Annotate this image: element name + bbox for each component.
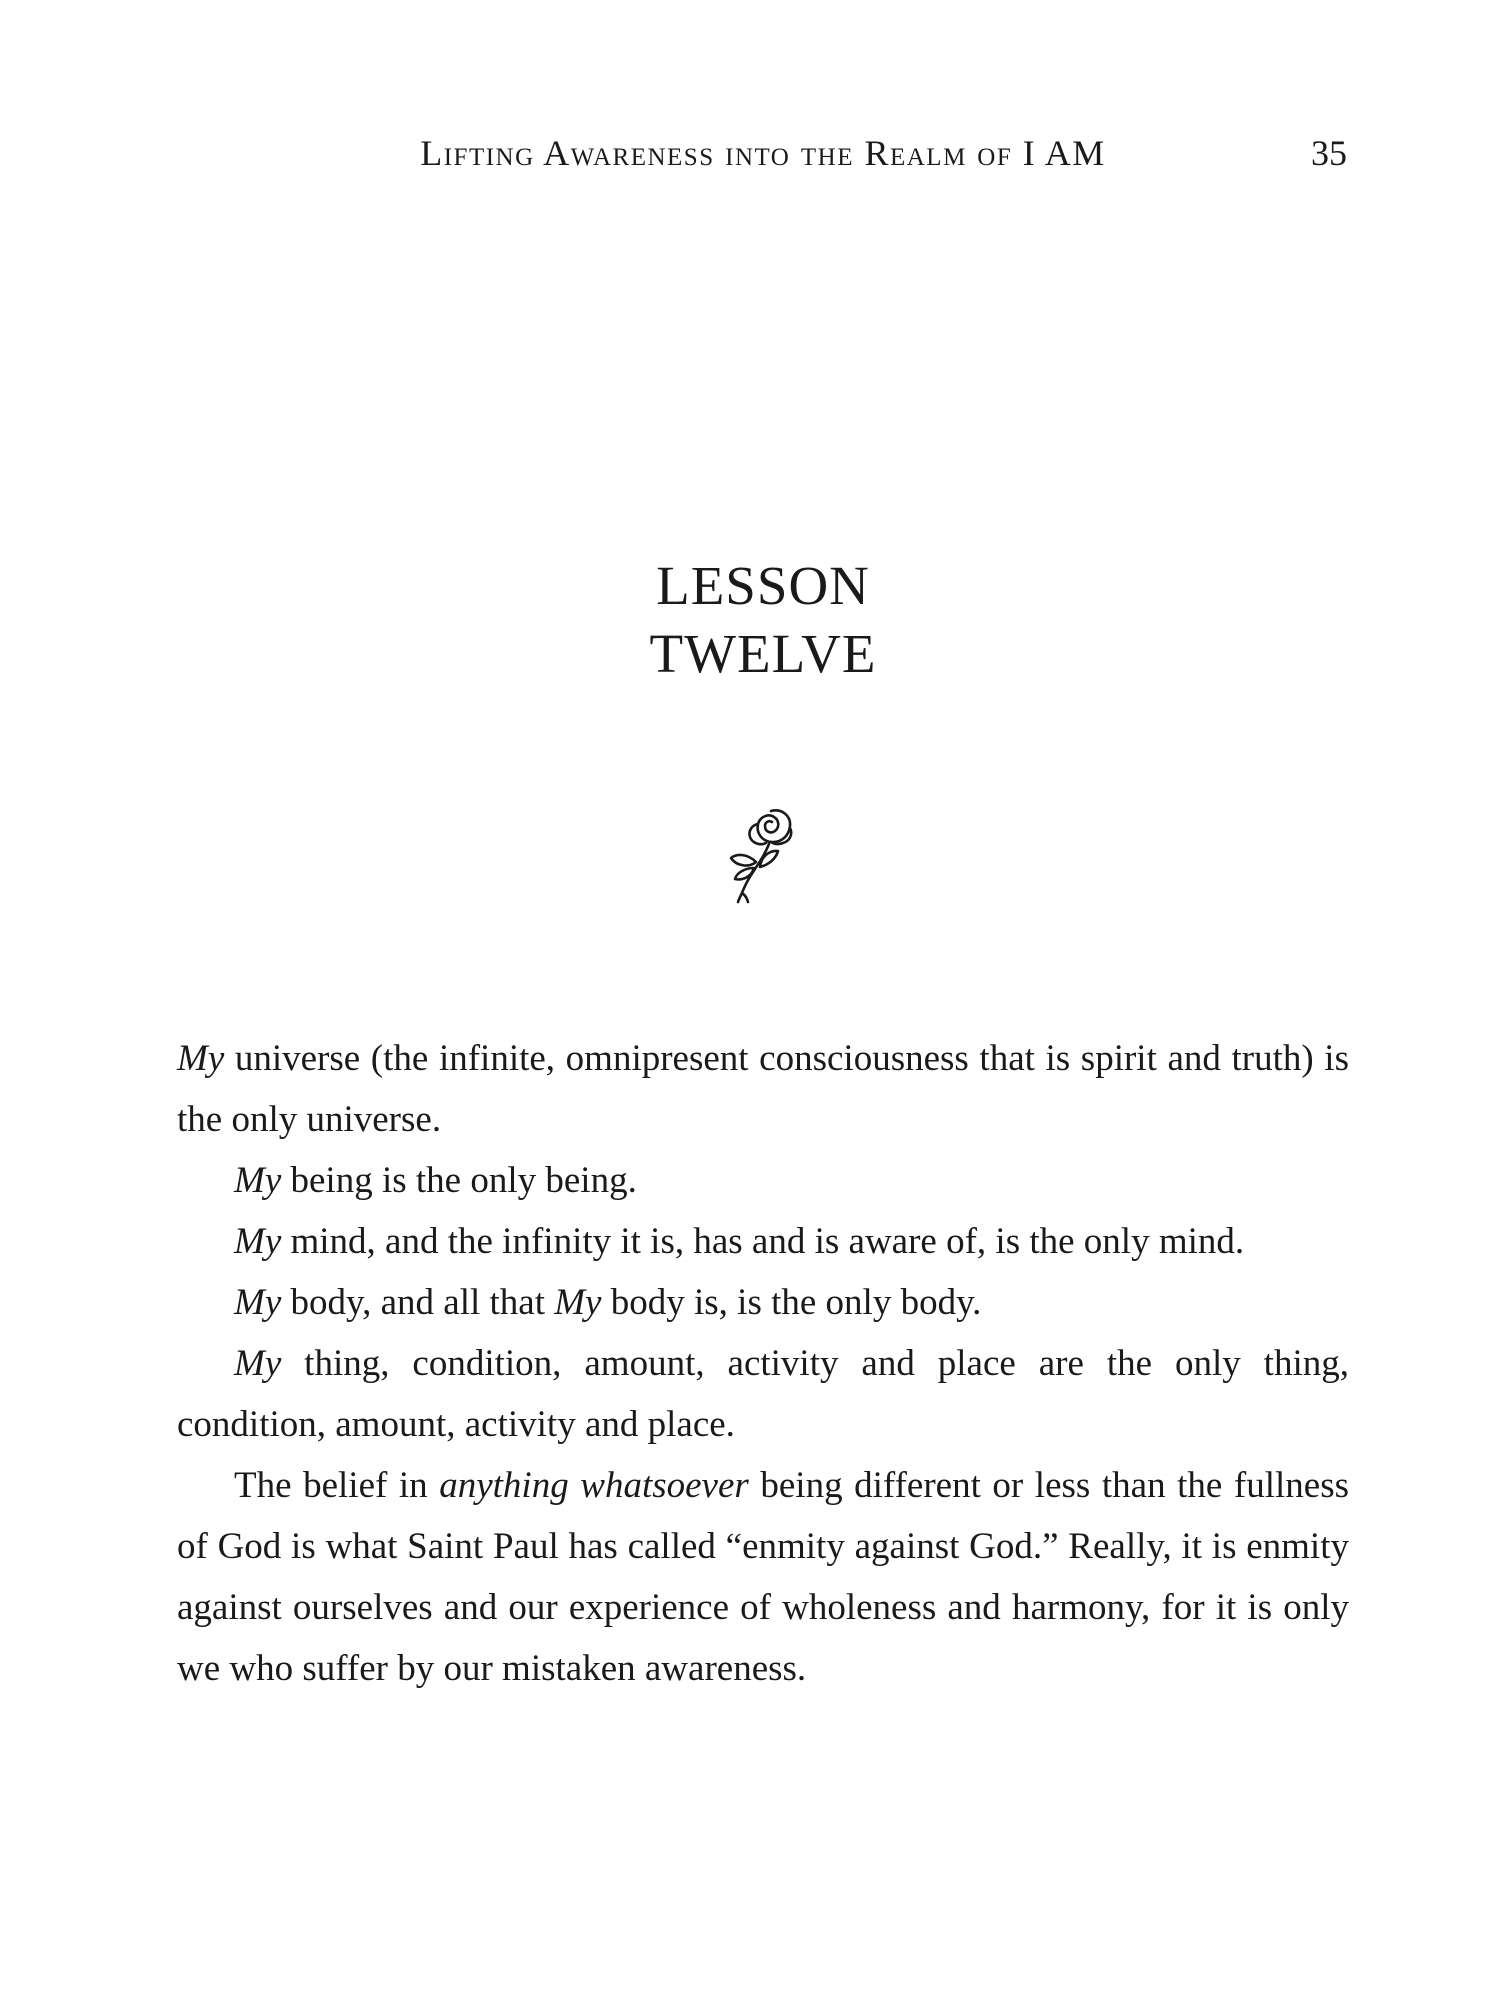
- body-paragraph: [177, 1455, 1349, 1699]
- text-run: body is, is the only body.: [601, 1282, 982, 1323]
- text-run: being different or less than the fullness of God is what Saint Paul has called “enmity against God.” Really, it is enmity against ourselves and our experience of wholeness and harmony, for it is only we who suffer by our mistaken awareness.: [177, 1465, 1349, 1689]
- body-paragraph: [177, 1211, 1349, 1272]
- italic-run: My: [554, 1282, 602, 1323]
- body-paragraph: [177, 1028, 1349, 1150]
- running-header: [177, 134, 1349, 174]
- body-paragraph: [177, 1150, 1349, 1211]
- body-text: [177, 1028, 1349, 1699]
- italic-run: My: [234, 1282, 282, 1323]
- text-run: universe (the infinite, omnipresent consciousness that is spirit and truth) is the only universe.: [177, 1038, 1349, 1140]
- italic-run: My: [234, 1160, 282, 1201]
- running-header-title: Lifting Awareness into the Realm of I AM: [420, 133, 1106, 173]
- text-run: mind, and the infinity it is, has and is aware of, is the only mind.: [281, 1221, 1245, 1262]
- text-run: thing, condition, amount, activity and place are the only thing, condition, amount, activity and place.: [177, 1343, 1349, 1445]
- page-number: 35: [1311, 133, 1347, 173]
- ornament: [177, 806, 1349, 911]
- italic-run: anything whatsoever: [439, 1465, 749, 1506]
- chapter-title: [177, 552, 1349, 688]
- italic-run: My: [177, 1038, 225, 1079]
- rose-icon: [724, 893, 802, 910]
- body-paragraph: [177, 1333, 1349, 1455]
- text-column: [177, 0, 1349, 2009]
- italic-run: My: [234, 1343, 282, 1384]
- text-run: being is the only being.: [281, 1160, 637, 1201]
- text-run: body, and all that: [281, 1282, 555, 1323]
- text-run: The belief in: [234, 1465, 440, 1506]
- chapter-title-line2: TWELVE: [649, 623, 877, 684]
- chapter-title-line1: LESSON: [656, 555, 870, 616]
- italic-run: My: [234, 1221, 282, 1262]
- body-paragraph: [177, 1272, 1349, 1333]
